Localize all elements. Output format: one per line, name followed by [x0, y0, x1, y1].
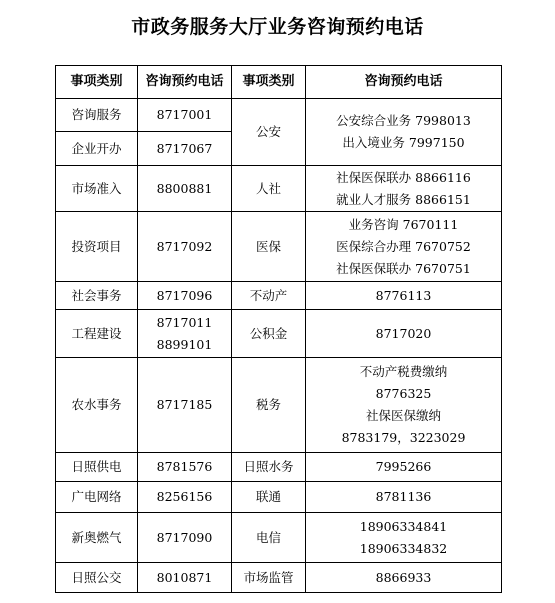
- table-row: [56, 482, 502, 513]
- phone-cell: 8010871: [138, 563, 232, 593]
- table-row: [56, 310, 502, 358]
- phone-line: 公安综合业务 7998013: [336, 113, 471, 128]
- phone-line: 社保医保联办 7670751: [336, 260, 471, 276]
- phone-cell: 8776113: [306, 282, 502, 310]
- phone-cell: [306, 99, 502, 166]
- phone-line: 医保综合办理 7670752: [336, 238, 471, 254]
- phone-line: 18906334841: [359, 518, 448, 534]
- category-cell: 广电网络: [56, 482, 138, 513]
- table-row: [56, 358, 502, 453]
- category-cell: 企业开办: [56, 132, 138, 166]
- category-cell: 工程建设: [56, 310, 138, 358]
- phone-line: 8776325: [375, 386, 432, 401]
- phone-cell: 8717096: [138, 282, 232, 310]
- category-cell: 投资项目: [56, 212, 138, 282]
- category-cell: 人社: [232, 166, 306, 212]
- phone-line: 8783179，3223029: [341, 430, 466, 445]
- table-row: [56, 212, 502, 282]
- phone-cell: 8781136: [306, 482, 502, 513]
- table-row: [56, 563, 502, 593]
- category-cell: 日照水务: [232, 453, 306, 482]
- category-cell: 日照供电: [56, 453, 138, 482]
- category-cell: 咨询服务: [56, 99, 138, 132]
- category-cell: 市场准入: [56, 166, 138, 212]
- table-row: [56, 513, 502, 563]
- phone-cell: [306, 166, 502, 212]
- phone-cell: 8717092: [138, 212, 232, 282]
- category-cell: 税务: [232, 358, 306, 453]
- table-header-row: [56, 66, 502, 99]
- phone-line: 不动产税费缴纳: [359, 364, 448, 379]
- phone-line: 业务咨询 7670111: [348, 216, 459, 232]
- phone-line: 出入境业务 7997150: [342, 135, 465, 150]
- category-cell: 农水事务: [56, 358, 138, 453]
- category-cell: 公积金: [232, 310, 306, 358]
- category-cell: 市场监管: [232, 563, 306, 593]
- phone-line: 8717011: [156, 314, 213, 330]
- phone-table: [55, 65, 502, 593]
- phone-line: 就业人才服务 8866151: [336, 191, 471, 207]
- phone-cell: 8800881: [138, 166, 232, 212]
- phone-cell: [306, 212, 502, 282]
- phone-cell: 8717020: [306, 310, 502, 358]
- phone-cell: [306, 513, 502, 563]
- header-phone: 咨询预约电话: [306, 66, 502, 99]
- phone-line: 社保医保联办 8866116: [336, 169, 471, 185]
- phone-cell: 8781576: [138, 453, 232, 482]
- table-row: [56, 282, 502, 310]
- table-row: [56, 453, 502, 482]
- phone-cell: [306, 358, 502, 453]
- phone-cell: 8717067: [138, 132, 232, 166]
- phone-cell: 8717185: [138, 358, 232, 453]
- category-cell: 社会事务: [56, 282, 138, 310]
- phone-cell: 8256156: [138, 482, 232, 513]
- category-cell: 医保: [232, 212, 306, 282]
- category-cell: 联通: [232, 482, 306, 513]
- phone-cell: 8866933: [306, 563, 502, 593]
- phone-cell: 8717090: [138, 513, 232, 563]
- category-cell: 电信: [232, 513, 306, 563]
- phone-line: 社保医保缴纳: [365, 408, 441, 423]
- phone-line: 8899101: [156, 336, 213, 352]
- category-cell: 日照公交: [56, 563, 138, 593]
- category-cell: 不动产: [232, 282, 306, 310]
- table-row: [56, 99, 502, 132]
- category-cell: 新奥燃气: [56, 513, 138, 563]
- header-category: 事项类别: [232, 66, 306, 99]
- phone-cell: [138, 310, 232, 358]
- category-cell: 公安: [232, 99, 306, 166]
- header-category: 事项类别: [56, 66, 138, 99]
- phone-cell: 7995266: [306, 453, 502, 482]
- page-title: 市政务服务大厅业务咨询预约电话: [131, 16, 424, 38]
- phone-line: 18906334832: [359, 540, 448, 556]
- table-row: [56, 166, 502, 212]
- header-phone: 咨询预约电话: [138, 66, 232, 99]
- phone-cell: 8717001: [138, 99, 232, 132]
